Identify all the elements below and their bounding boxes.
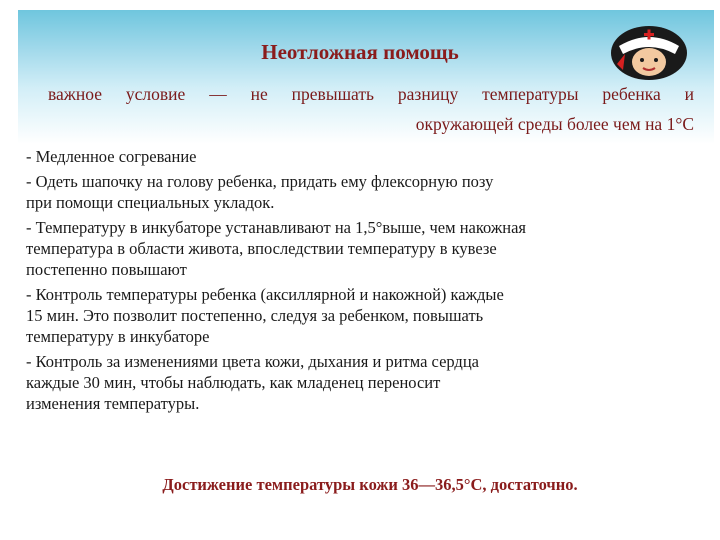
paragraph-temperature-control (26, 284, 694, 347)
text-line: - Медленное согревание (26, 147, 197, 166)
text-line: - Контроль за изменениями цвета кожи, дыхания и ритма сердца (26, 352, 479, 371)
text-line: температуру в инкубаторе (26, 327, 210, 346)
nurse-emblem-icon (609, 24, 689, 82)
text-line: при помощи специальных укладок. (26, 193, 275, 212)
slide-title: Неотложная помощь (261, 40, 459, 64)
text-line: 15 мин. Это позволит постепенно, следуя за ребенком, повышать (26, 306, 484, 325)
text-line: каждые 30 мин, чтобы наблюдать, как младенец переносит (26, 373, 441, 392)
paragraph-skin-color-control (26, 351, 694, 414)
subtitle-line-2: окружающей среды более чем на 1°C (415, 114, 694, 134)
text-line: постепенно повышают (26, 260, 187, 279)
text-line: - Одеть шапочку на голову ребенка, придать ему флексорную позу (26, 172, 494, 191)
text-line: - Температуру в инкубаторе устанавливают на 1,5°выше, чем накожная (26, 218, 527, 237)
body-text (26, 146, 694, 418)
text-line: - Контроль температуры ребенка (аксиллярной и накожной) каждые (26, 285, 504, 304)
text-line: изменения температуры. (26, 394, 200, 413)
paragraph-slow-warming (26, 146, 694, 167)
paragraph-hat-posture (26, 171, 694, 213)
paragraph-incubator-temperature (26, 217, 694, 280)
subtitle-line-1: важное условие — не превышать разницу температуры ребенка и (48, 84, 694, 104)
text-line: температура в области живота, впоследствии температуру в кувезе (26, 239, 497, 258)
conclusion-text: Достижение температуры кожи 36—36,5°С, достаточно. (162, 475, 578, 494)
